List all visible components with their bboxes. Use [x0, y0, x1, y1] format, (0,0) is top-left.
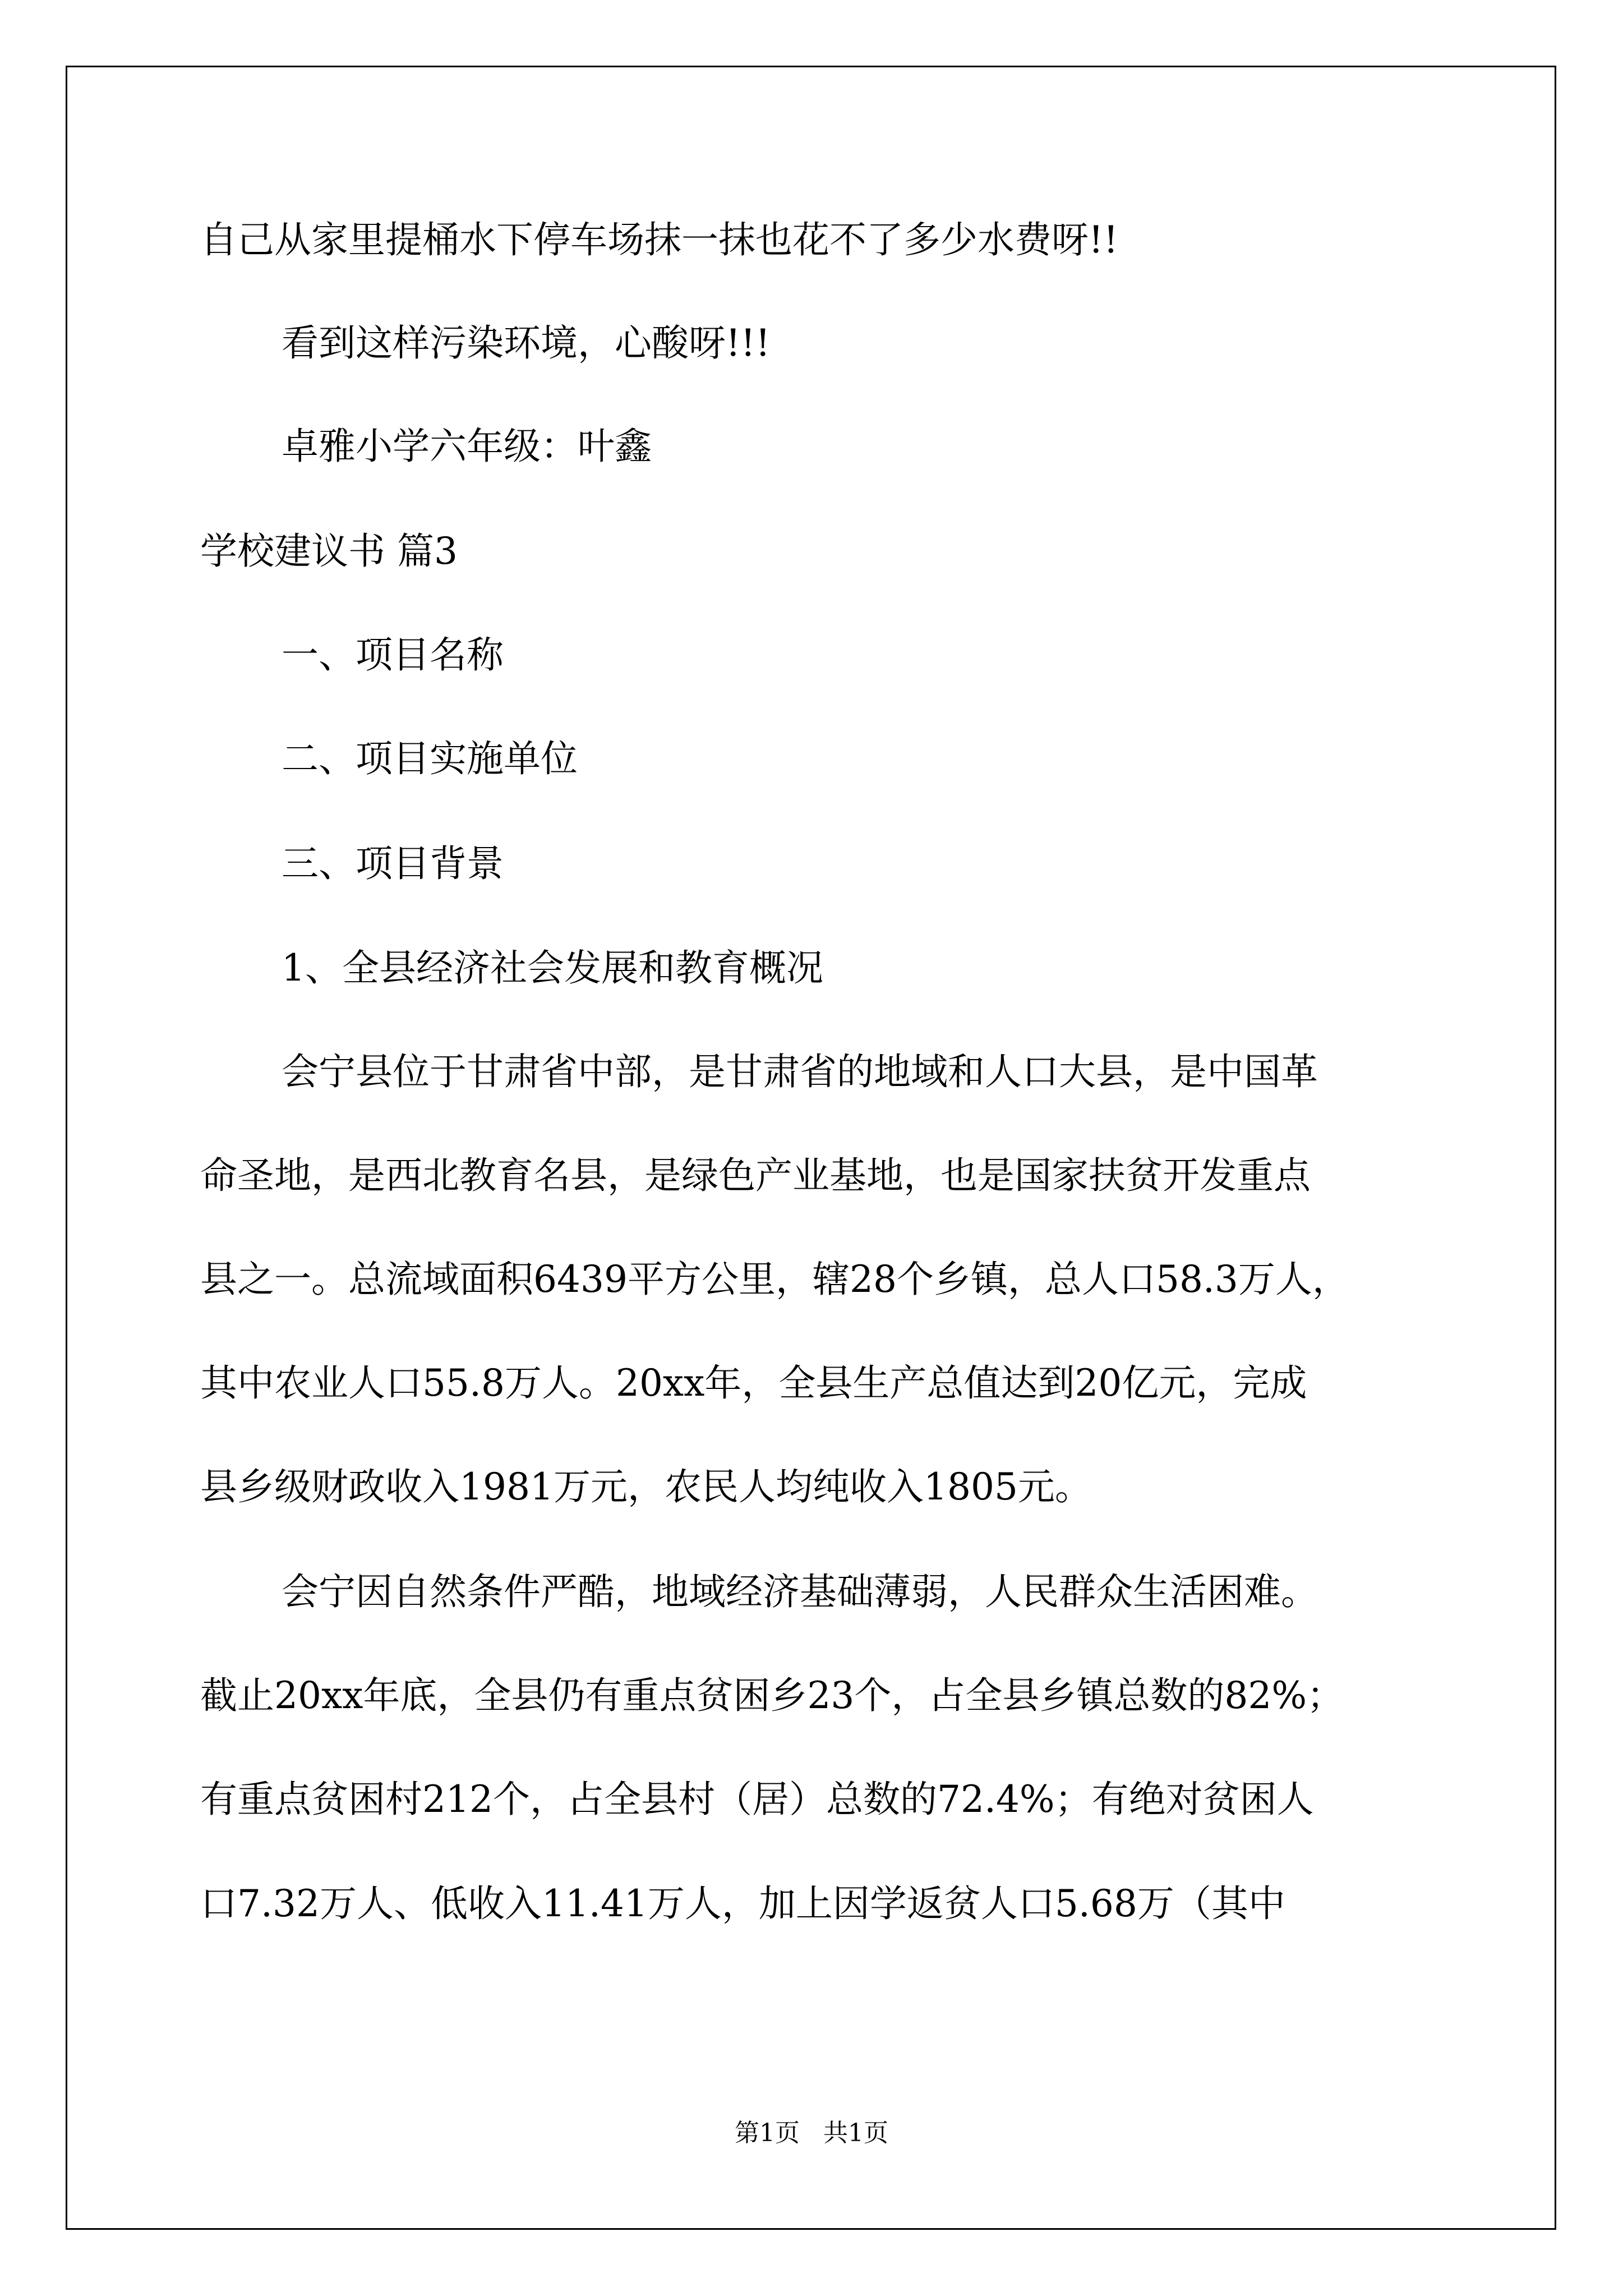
text-line-10: 命圣地，是西北教育名县，是绿色产业基地，也是国家扶贫开发重点 [200, 1154, 1311, 1197]
section-heading: 学校建议书 篇3 [200, 530, 458, 573]
text-line-5: 一、项目名称 [282, 633, 504, 677]
text-line-15: 截止20xx年底，全县仍有重点贫困乡23个，占全县乡镇总数的82%； [200, 1674, 1344, 1717]
text-line-17: 口7.32万人、低收入11.41万人，加上因学返贫人口5.68万（其中 [200, 1882, 1285, 1925]
text-line-3: 卓雅小学六年级：叶鑫 [282, 425, 652, 468]
text-line-7: 三、项目背景 [282, 842, 504, 885]
text-line-14: 会宁因自然条件严酷，地域经济基础薄弱，人民群众生活困难。 [282, 1570, 1318, 1613]
text-line-13: 县乡级财政收入1981万元，农民人均纯收入1805元。 [200, 1465, 1092, 1508]
text-line-2: 看到这样污染环境，心酸呀!!! [282, 321, 771, 365]
text-line-6: 二、项目实施单位 [282, 737, 578, 780]
text-line-11: 县之一。总流域面积6439平方公里，辖28个乡镇，总人口58.3万人， [200, 1258, 1349, 1301]
text-line-12: 其中农业人口55.8万人。20xx年，全县生产总值达到20亿元，完成 [200, 1361, 1307, 1405]
text-line-1: 自己从家里提桶水下停车场抹一抹也花不了多少水费呀!! [200, 218, 1119, 261]
text-line-8: 1、全县经济社会发展和教育概况 [282, 946, 823, 990]
page-footer: 第1页 共1页 [735, 2119, 888, 2147]
text-line-16: 有重点贫困村212个，占全县村（居）总数的72.4%；有绝对贫困人 [200, 1778, 1314, 1821]
text-line-9: 会宁县位于甘肃省中部，是甘肃省的地域和人口大县，是中国革 [282, 1050, 1318, 1093]
